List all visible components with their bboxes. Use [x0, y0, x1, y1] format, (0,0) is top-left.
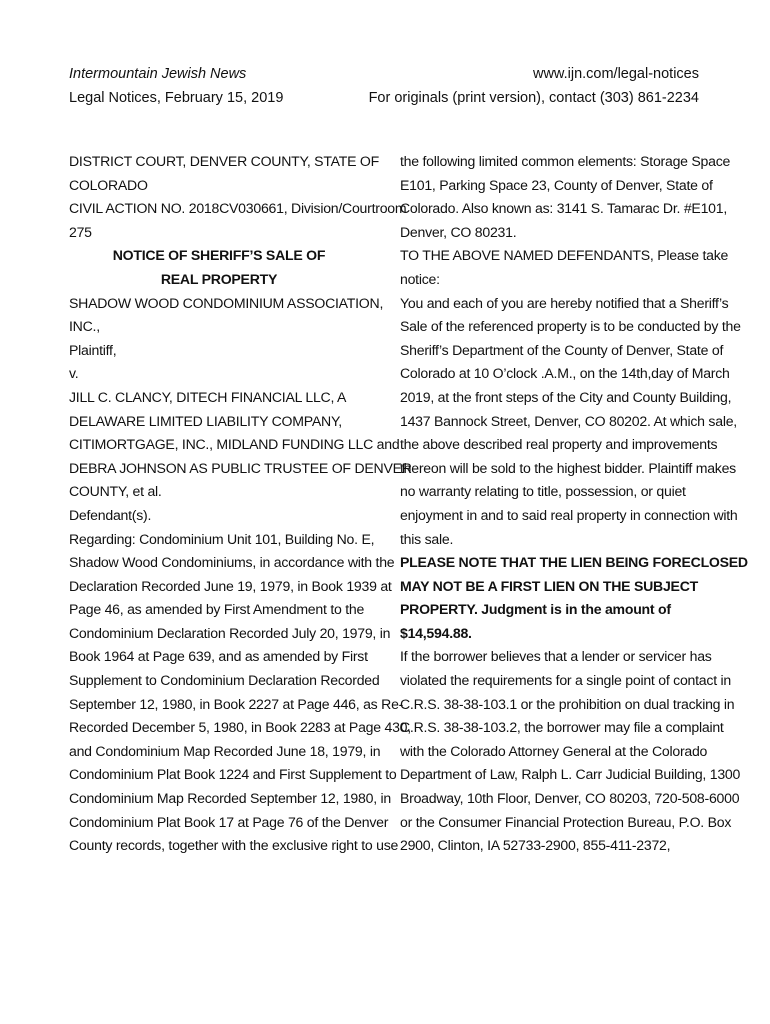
body-line: JILL C. CLANCY, DITECH FINANCIAL LLC, A	[69, 388, 347, 405]
body-line: Department of Law, Ralph L. Carr Judicial Building, 1300	[400, 766, 741, 783]
body-line: Sheriff’s Department of the County of Denver, State of	[400, 341, 724, 358]
body-line: this sale.	[400, 530, 454, 547]
body-line: INC.,	[69, 318, 100, 335]
body-line: the above described real property and improvements	[400, 436, 718, 453]
body-line: Condominium Declaration Recorded July 20, 1979, in	[69, 624, 391, 641]
court-line: COLORADO	[69, 176, 148, 193]
body-line: 1437 Bannock Street, Denver, CO 80202. At which sale,	[400, 412, 737, 429]
body-line: Colorado. Also known as: 3141 S. Tamarac Dr. #E101,	[400, 200, 727, 217]
body-line: Denver, CO 80231.	[400, 223, 517, 240]
body-line: E101, Parking Space 23, County of Denver, State of	[400, 176, 713, 193]
website-link[interactable]: www.ijn.com/legal-notices	[532, 66, 699, 82]
body-line: Book 1964 at Page 639, and as amended by First	[69, 648, 368, 665]
body-line: C.R.S. 38-38-103.1 or the prohibition on dual tracking in	[400, 695, 735, 712]
lien-warning: MAY NOT BE A FIRST LIEN ON THE SUBJECT	[400, 577, 698, 594]
body-line: CITIMORTGAGE, INC., MIDLAND FUNDING LLC and	[69, 436, 400, 453]
body-line: or the Consumer Financial Protection Bureau, P.O. Box	[400, 813, 732, 830]
body-line: September 12, 1980, in Book 2227 at Page 446, as Re-	[69, 695, 404, 712]
body-line: Shadow Wood Condominiums, in accordance with the	[69, 554, 395, 571]
body-line: and Condominium Map Recorded June 18, 1979, in	[69, 742, 381, 759]
body-line: v.	[69, 365, 79, 382]
lien-warning: PROPERTY. Judgment is in the amount of	[400, 601, 671, 618]
page-header-right	[369, 62, 699, 110]
body-line: TO THE ABOVE NAMED DEFENDANTS, Please take	[400, 247, 729, 264]
lien-warning: PLEASE NOTE THAT THE LIEN BEING FORECLOSED	[400, 554, 748, 571]
body-line: 2019, at the front steps of the City and County Building,	[400, 388, 732, 405]
body-line: SHADOW WOOD CONDOMINIUM ASSOCIATION,	[69, 294, 384, 311]
body-line: Recorded December 5, 1980, in Book 2283 at Page 430,	[69, 719, 411, 736]
body-line: Colorado at 10 O’clock .A.M., on the 14th,day of March	[400, 365, 730, 382]
case-number-line: 275	[69, 223, 92, 240]
body-line: violated the requirements for a single point of contact in	[400, 672, 731, 689]
left-column	[69, 150, 412, 858]
issue-date: Legal Notices, February 15, 2019	[69, 90, 284, 106]
body-line: Page 46, as amended by First Amendment to the	[69, 601, 365, 618]
body-line: DEBRA JOHNSON AS PUBLIC TRUSTEE OF DENVER	[69, 459, 412, 476]
body-line: no warranty relating to title, possession, or quiet	[400, 483, 686, 500]
body-line: Condominium Map Recorded September 12, 1980, in	[69, 790, 391, 807]
body-line: notice:	[400, 270, 440, 287]
body-line: Broadway, 10th Floor, Denver, CO 80203, 720-508-6000	[400, 790, 740, 807]
right-column	[400, 150, 748, 858]
notice-title: NOTICE OF SHERIFF’S SALE OF	[112, 247, 326, 264]
body-line: County records, together with the exclusive right to use	[69, 837, 399, 854]
body-line: C.R.S. 38-38-103.2, the borrower may file a complaint	[400, 719, 724, 736]
body-line: the following limited common elements: Storage Space	[400, 153, 731, 169]
judgment-amount: $14,594.88.	[400, 624, 472, 641]
body-line: COUNTY, et al.	[69, 483, 162, 500]
body-line: DELAWARE LIMITED LIABILITY COMPANY,	[69, 412, 342, 429]
body-line: Supplement to Condominium Declaration Recorded	[69, 672, 380, 689]
body-line: 2900, Clinton, IA 52733-2900, 855-411-2372,	[400, 837, 671, 854]
body-line: thereon will be sold to the highest bidder. Plaintiff makes	[400, 459, 736, 476]
body-line: enjoyment in and to said real property in connection with	[400, 506, 738, 523]
contact-line: For originals (print version), contact (303) 861-2234	[368, 90, 699, 106]
body-line: Declaration Recorded June 19, 1979, in Book 1939 at	[69, 577, 392, 594]
body-line: Condominium Plat Book 1224 and First Supplement to	[69, 766, 397, 783]
body-line: You and each of you are hereby notified that a Sheriff’s	[400, 294, 729, 311]
body-line: Condominium Plat Book 17 at Page 76 of the Denver	[69, 813, 389, 830]
notice-title: REAL PROPERTY	[160, 270, 278, 287]
case-number-line: CIVIL ACTION NO. 2018CV030661, Division/Courtroom	[69, 200, 407, 217]
body-line: Regarding: Condominium Unit 101, Building No. E,	[69, 530, 375, 547]
body-line: Plaintiff,	[69, 341, 117, 358]
body-line: If the borrower believes that a lender or servicer has	[400, 648, 712, 665]
page-header-left	[69, 62, 283, 110]
body-line: Defendant(s).	[69, 506, 152, 523]
body-line: with the Colorado Attorney General at the Colorado	[400, 742, 708, 759]
body-line: Sale of the referenced property is to be conducted by the	[400, 318, 741, 335]
court-line: DISTRICT COURT, DENVER COUNTY, STATE OF	[69, 153, 379, 169]
publication-name: Intermountain Jewish News	[69, 66, 247, 82]
